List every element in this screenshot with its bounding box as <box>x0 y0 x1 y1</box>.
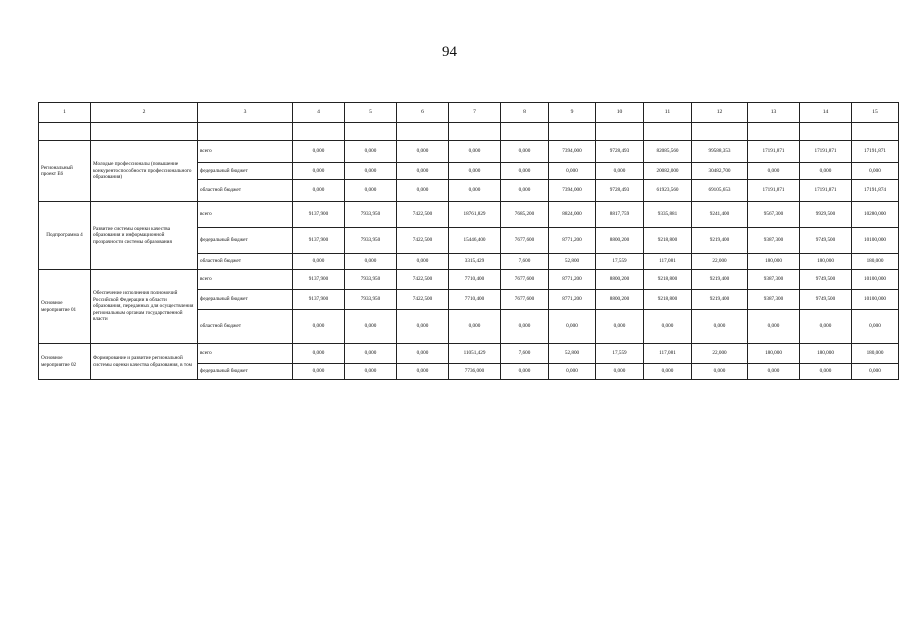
value-cell: 9567,300 <box>748 202 800 228</box>
program-description: Обеспечение исполнения полномочий Российской Федерации в области образования, переданных для осуществления региональным органам государственной власти <box>91 270 198 344</box>
table-row <box>39 344 899 364</box>
value-cell: 0,000 <box>397 141 449 163</box>
value-cell: 0,000 <box>501 163 549 180</box>
value-cell: 7,600 <box>501 254 549 270</box>
value-cell: 0,000 <box>644 364 692 380</box>
value-cell: 0,000 <box>549 163 596 180</box>
value-cell: 0,000 <box>293 141 345 163</box>
value-cell: 9335,881 <box>644 202 692 228</box>
value-cell: 7710,400 <box>449 290 501 310</box>
value-cell: 17191,871 <box>748 180 800 202</box>
value-cell: 0,000 <box>596 163 644 180</box>
column-number: 6 <box>397 103 449 123</box>
value-cell: 0,000 <box>345 364 397 380</box>
program-description: Развитие системы оценки качества образования и информационной прозрачности системы образования <box>91 202 198 270</box>
funding-source-label: всего <box>198 344 293 364</box>
program-name: Региональный проект Е6 <box>39 141 91 202</box>
value-cell: 7677,600 <box>501 228 549 254</box>
value-cell: 0,000 <box>596 364 644 380</box>
value-cell: 0,000 <box>800 310 852 344</box>
value-cell: 7736,000 <box>449 364 501 380</box>
value-cell: 22,000 <box>692 254 748 270</box>
budget-table <box>38 102 899 380</box>
value-cell: 10100,000 <box>852 270 899 290</box>
value-cell: 7422,500 <box>397 270 449 290</box>
value-cell: 180,000 <box>800 254 852 270</box>
funding-source-label: всего <box>198 270 293 290</box>
value-cell: 10280,000 <box>852 202 899 228</box>
value-cell: 0,000 <box>293 254 345 270</box>
value-cell: 0,000 <box>644 310 692 344</box>
value-cell: 0,000 <box>397 310 449 344</box>
value-cell: 0,000 <box>449 180 501 202</box>
value-cell: 17,559 <box>596 344 644 364</box>
value-cell: 0,000 <box>596 310 644 344</box>
value-cell: 0,000 <box>501 180 549 202</box>
funding-source-label: всего <box>198 202 293 228</box>
value-cell: 8824,000 <box>549 202 596 228</box>
value-cell: 17191,871 <box>748 141 800 163</box>
program-description: Молодые профессионалы (повышение конкурентоспособности профессионального образования) <box>91 141 198 202</box>
value-cell: 9241,400 <box>692 202 748 228</box>
value-cell: 0,000 <box>549 364 596 380</box>
value-cell: 7677,600 <box>501 290 549 310</box>
value-cell: 17,559 <box>596 254 644 270</box>
value-cell: 0,000 <box>852 310 899 344</box>
value-cell: 10100,000 <box>852 228 899 254</box>
value-cell: 9218,800 <box>644 290 692 310</box>
value-cell: 0,000 <box>449 163 501 180</box>
funding-source-label: всего <box>198 141 293 163</box>
column-number: 7 <box>449 103 501 123</box>
value-cell: 9137,900 <box>293 202 345 228</box>
column-number: 2 <box>91 103 198 123</box>
value-cell: 0,000 <box>449 310 501 344</box>
column-number: 12 <box>692 103 748 123</box>
value-cell: 17191,874 <box>852 180 899 202</box>
value-cell: 20082,000 <box>644 163 692 180</box>
funding-source-label: федеральный бюджет <box>198 290 293 310</box>
value-cell: 0,000 <box>501 141 549 163</box>
value-cell: 0,000 <box>800 364 852 380</box>
value-cell: 0,000 <box>748 163 800 180</box>
value-cell: 8800,200 <box>596 290 644 310</box>
value-cell: 9219,400 <box>692 270 748 290</box>
value-cell: 9137,900 <box>293 228 345 254</box>
table-row <box>39 202 899 228</box>
value-cell: 15446,400 <box>449 228 501 254</box>
value-cell: 9728,493 <box>596 180 644 202</box>
funding-source-label: федеральный бюджет <box>198 163 293 180</box>
value-cell: 0,000 <box>692 364 748 380</box>
value-cell: 0,000 <box>852 163 899 180</box>
value-cell: 17191,871 <box>800 141 852 163</box>
value-cell: 8800,200 <box>596 228 644 254</box>
funding-source-label: областной бюджет <box>198 310 293 344</box>
value-cell: 0,000 <box>449 141 501 163</box>
value-cell: 180,000 <box>852 344 899 364</box>
value-cell: 0,000 <box>397 364 449 380</box>
program-name: Основное мероприятие 02 <box>39 344 91 380</box>
value-cell: 7933,950 <box>345 202 397 228</box>
column-number: 8 <box>501 103 549 123</box>
value-cell: 9387,300 <box>748 228 800 254</box>
value-cell: 7677,600 <box>501 270 549 290</box>
value-cell: 117,081 <box>644 254 692 270</box>
value-cell: 9749,500 <box>800 228 852 254</box>
column-number: 14 <box>800 103 852 123</box>
value-cell: 22,000 <box>692 344 748 364</box>
value-cell: 0,000 <box>397 344 449 364</box>
page-number: 94 <box>442 44 457 60</box>
value-cell: 0,000 <box>293 310 345 344</box>
column-number: 15 <box>852 103 899 123</box>
value-cell: 180,000 <box>748 254 800 270</box>
value-cell: 52,800 <box>549 344 596 364</box>
column-number: 4 <box>293 103 345 123</box>
value-cell: 7933,950 <box>345 228 397 254</box>
value-cell: 0,000 <box>345 163 397 180</box>
value-cell: 8817,759 <box>596 202 644 228</box>
column-number: 9 <box>549 103 596 123</box>
value-cell: 18761,829 <box>449 202 501 228</box>
value-cell: 180,000 <box>852 254 899 270</box>
value-cell: 0,000 <box>293 344 345 364</box>
value-cell: 0,000 <box>800 163 852 180</box>
value-cell: 82085,560 <box>644 141 692 163</box>
value-cell: 7933,950 <box>345 290 397 310</box>
value-cell: 0,000 <box>293 364 345 380</box>
value-cell: 61923,560 <box>644 180 692 202</box>
value-cell: 0,000 <box>345 344 397 364</box>
funding-source-label: федеральный бюджет <box>198 228 293 254</box>
value-cell: 7685,200 <box>501 202 549 228</box>
value-cell: 0,000 <box>501 364 549 380</box>
column-number: 11 <box>644 103 692 123</box>
value-cell: 11051,429 <box>449 344 501 364</box>
value-cell: 30482,700 <box>692 163 748 180</box>
funding-source-label: федеральный бюджет <box>198 364 293 380</box>
value-cell: 9749,500 <box>800 270 852 290</box>
value-cell: 0,000 <box>397 254 449 270</box>
column-number: 5 <box>345 103 397 123</box>
value-cell: 8771,200 <box>549 228 596 254</box>
column-number: 3 <box>198 103 293 123</box>
value-cell: 0,000 <box>748 364 800 380</box>
program-name: Основное мероприятие 01 <box>39 270 91 344</box>
funding-source-label: областной бюджет <box>198 180 293 202</box>
column-number: 1 <box>39 103 91 123</box>
value-cell: 8771,200 <box>549 270 596 290</box>
value-cell: 9219,400 <box>692 228 748 254</box>
value-cell: 0,000 <box>852 364 899 380</box>
value-cell: 0,000 <box>549 310 596 344</box>
value-cell: 0,000 <box>397 163 449 180</box>
value-cell: 180,000 <box>748 344 800 364</box>
value-cell: 0,000 <box>293 163 345 180</box>
value-cell: 3315,429 <box>449 254 501 270</box>
value-cell: 69105,653 <box>692 180 748 202</box>
value-cell: 9387,300 <box>748 270 800 290</box>
value-cell: 9929,500 <box>800 202 852 228</box>
value-cell: 117,081 <box>644 344 692 364</box>
value-cell: 180,000 <box>800 344 852 364</box>
value-cell: 0,000 <box>345 310 397 344</box>
value-cell: 10100,000 <box>852 290 899 310</box>
value-cell: 0,000 <box>345 254 397 270</box>
value-cell: 7710,400 <box>449 270 501 290</box>
table-row <box>39 270 899 290</box>
value-cell: 8800,200 <box>596 270 644 290</box>
value-cell: 52,800 <box>549 254 596 270</box>
value-cell: 0,000 <box>345 141 397 163</box>
value-cell: 0,000 <box>692 310 748 344</box>
value-cell: 7933,950 <box>345 270 397 290</box>
funding-source-label: областной бюджет <box>198 254 293 270</box>
value-cell: 7,600 <box>501 344 549 364</box>
value-cell: 0,000 <box>748 310 800 344</box>
value-cell: 8771,200 <box>549 290 596 310</box>
program-name: Подпрограмма 4 <box>39 202 91 270</box>
value-cell: 0,000 <box>345 180 397 202</box>
value-cell: 7394,000 <box>549 141 596 163</box>
column-number: 13 <box>748 103 800 123</box>
value-cell: 99588,353 <box>692 141 748 163</box>
program-description: Формирование и развитие региональной системы оценки качества образования, в том <box>91 344 198 380</box>
value-cell: 9137,900 <box>293 290 345 310</box>
value-cell: 7422,500 <box>397 290 449 310</box>
spacer-row <box>39 123 899 141</box>
value-cell: 9137,900 <box>293 270 345 290</box>
value-cell: 7422,500 <box>397 228 449 254</box>
value-cell: 7394,000 <box>549 180 596 202</box>
value-cell: 7422,500 <box>397 202 449 228</box>
value-cell: 0,000 <box>501 310 549 344</box>
column-number: 10 <box>596 103 644 123</box>
value-cell: 9728,493 <box>596 141 644 163</box>
value-cell: 17191,871 <box>852 141 899 163</box>
value-cell: 0,000 <box>397 180 449 202</box>
value-cell: 9387,300 <box>748 290 800 310</box>
table-row <box>39 141 899 163</box>
value-cell: 9219,400 <box>692 290 748 310</box>
value-cell: 9749,500 <box>800 290 852 310</box>
column-number-row <box>39 103 899 123</box>
value-cell: 17191,871 <box>800 180 852 202</box>
value-cell: 9218,800 <box>644 270 692 290</box>
value-cell: 0,000 <box>293 180 345 202</box>
value-cell: 9218,800 <box>644 228 692 254</box>
